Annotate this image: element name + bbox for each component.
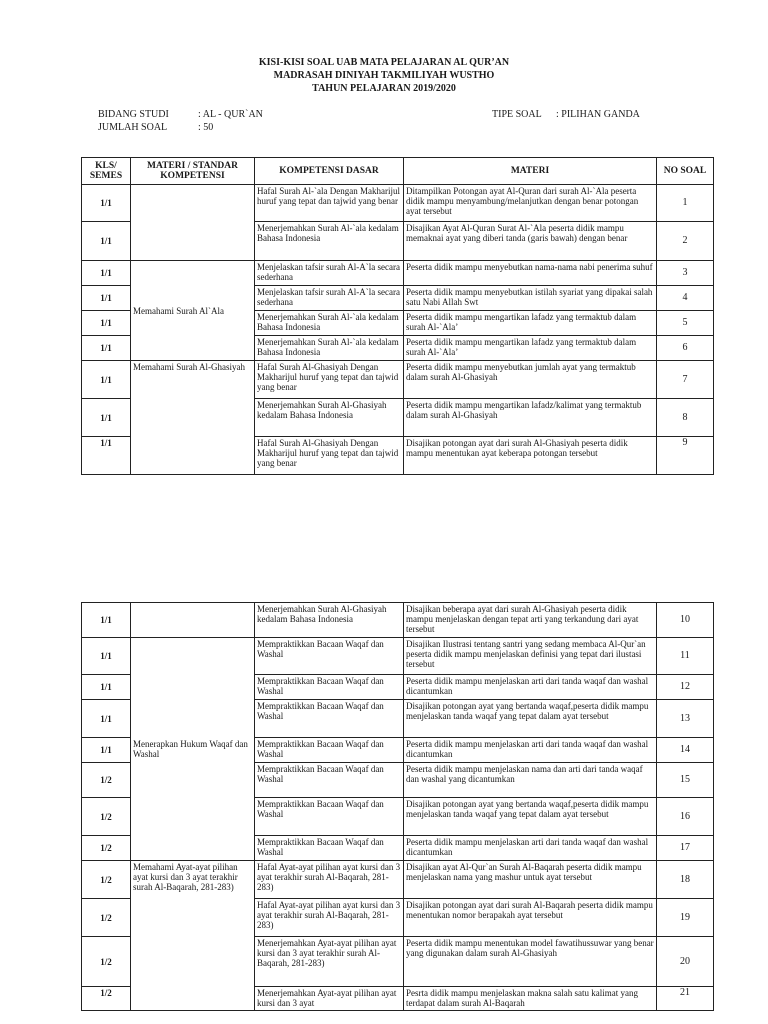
kisi-table-1 xyxy=(81,157,714,475)
sk-cell: Menerapkan Hukum Waqaf dan Washal xyxy=(131,638,255,861)
no-cell: 8 xyxy=(657,399,714,437)
no-cell: 21 xyxy=(657,987,714,1011)
materi-cell: Disajikan potongan ayat dari surah Al-Ghasiyah peserta didik mampu menentukan ayat keberapa potongan tersebut xyxy=(404,437,657,475)
kls-cell: 1/2 xyxy=(82,987,131,1011)
no-cell: 6 xyxy=(657,336,714,361)
kd-cell: Hafal Surah Al-Ghasiyah Dengan Makharijul huruf yang tepat dan tajwid yang benar xyxy=(255,361,404,399)
kls-cell: 1/1 xyxy=(82,638,131,675)
tipe-value: : PILIHAN GANDA xyxy=(556,109,640,120)
no-cell: 9 xyxy=(657,437,714,475)
materi-cell: Disajikan Ilustrasi tentang santri yang sedang membaca Al-Qur`an peserta didik mampu menjelaskan definisi yang tepat dari ilustasi tersebut xyxy=(404,638,657,675)
sk-cell: Memahami Surah Al-Ghasiyah xyxy=(131,361,255,475)
meta-left xyxy=(98,108,263,134)
kd-cell: Menerjemahkan Surah Al-Ghasiyah kedalam Bahasa Indonesia xyxy=(255,399,404,437)
no-cell: 18 xyxy=(657,861,714,899)
no-cell: 17 xyxy=(657,836,714,861)
kd-cell: Menerjemahkan Ayat-ayat pilihan ayat kursi dan 3 ayat xyxy=(255,987,404,1011)
kls-cell: 1/2 xyxy=(82,937,131,987)
sk-cell xyxy=(131,185,255,261)
materi-cell: Disajikan potongan ayat yang bertanda waqaf,peserta didik mampu menjelaskan tanda waqaf yang tepat dalam ayat tersebut xyxy=(404,798,657,836)
kls-cell: 1/1 xyxy=(82,185,131,222)
document-title xyxy=(0,56,768,95)
kls-cell: 1/1 xyxy=(82,261,131,286)
kls-cell: 1/1 xyxy=(82,222,131,261)
no-cell: 3 xyxy=(657,261,714,286)
title-line-2: MADRASAH DINIYAH TAKMILIYAH WUSTHO xyxy=(273,70,495,81)
table-row xyxy=(82,861,714,899)
materi-cell: Disajikan ayat Al-Qur`an Surah Al-Baqarah peserta didik mampu menjelaskan nama yang mashur untuk ayat tersebut xyxy=(404,861,657,899)
kd-cell: Menerjemahkan Surah Al-`ala kedalam Bahasa Indonesia xyxy=(255,311,404,336)
kls-cell: 1/1 xyxy=(82,700,131,738)
table-row xyxy=(82,185,714,222)
no-cell: 19 xyxy=(657,899,714,937)
sk-cell xyxy=(131,603,255,638)
kd-cell: Menerjemahkan Surah Al-`ala kedalam Bahasa Indonesia xyxy=(255,222,404,261)
materi-cell: Peserta didik mampu mengartikan lafadz yang termaktub dalam surah Al-`Ala’ xyxy=(404,311,657,336)
no-cell: 2 xyxy=(657,222,714,261)
no-cell: 7 xyxy=(657,361,714,399)
kd-cell: Mempraktikkan Bacaan Waqaf dan Washal xyxy=(255,836,404,861)
table-row xyxy=(82,638,714,675)
kd-cell: Menerjemahkan Surah Al-Ghasiyah kedalam Bahasa Indonesia xyxy=(255,603,404,638)
materi-cell: Peserta didik mampu menjelaskan nama dan arti dari tanda waqaf dan washal yang dicantumkan xyxy=(404,763,657,798)
bidang-value: : AL - QUR`AN xyxy=(198,109,263,120)
materi-cell: Peserta didik mampu menyebutkan jumlah ayat yang termaktub dalam surah Al-Ghasiyah xyxy=(404,361,657,399)
header-kd: KOMPETENSI DASAR xyxy=(255,158,404,185)
no-cell: 13 xyxy=(657,700,714,738)
title-line-1: KISI-KISI SOAL UAB MATA PELAJARAN AL QUR’AN xyxy=(258,57,510,68)
kls-cell: 1/1 xyxy=(82,675,131,700)
table-row xyxy=(82,261,714,286)
materi-cell: Peserta didik mampu mengartikan lafadz/kalimat yang termaktub dalam surah Al-Ghasiyah xyxy=(404,399,657,437)
kls-cell: 1/1 xyxy=(82,738,131,763)
kls-cell: 1/1 xyxy=(82,286,131,311)
kd-cell: Hafal Ayat-ayat pilihan ayat kursi dan 3 ayat terakhir surah Al-Baqarah, 281-283) xyxy=(255,899,404,937)
no-cell: 10 xyxy=(657,603,714,638)
sk-cell: Memahami Surah Al`Ala xyxy=(131,261,255,361)
header-materi: MATERI xyxy=(404,158,657,185)
materi-cell: Ditampilkan Potongan ayat Al-Quran dari surah Al-`Ala peserta didik mampu menyambung/melanjutkan dengan benar potongan ayat tersebut xyxy=(404,185,657,222)
materi-cell: Disajikan potongan ayat dari surah Al-Baqarah peserta didik mampu menentukan nomor berapakah ayat tersebut xyxy=(404,899,657,937)
materi-cell: Peserta didik mampu mengartikan lafadz yang termaktub dalam surah Al-`Ala’ xyxy=(404,336,657,361)
no-cell: 4 xyxy=(657,286,714,311)
kls-cell: 1/2 xyxy=(82,899,131,937)
table-row xyxy=(82,361,714,399)
kd-cell: Mempraktikkan Bacaan Waqaf dan Washal xyxy=(255,700,404,738)
kd-cell: Mempraktikkan Bacaan Waqaf dan Washal xyxy=(255,738,404,763)
kd-cell: Hafal Surah Al-Ghasiyah Dengan Makharijul huruf yang tepat dan tajwid yang benar xyxy=(255,437,404,475)
kd-cell: Mempraktikkan Bacaan Waqaf dan Washal xyxy=(255,798,404,836)
meta-right xyxy=(492,108,640,121)
sk-cell: Memahami Ayat-ayat pilihan ayat kursi dan 3 ayat terakhir surah Al-Baqarah, 281-283) xyxy=(131,861,255,1011)
materi-cell: Pesrta didik mampu menjelaskan makna salah satu kalimat yang terdapat dalam surah Al-Baqarah xyxy=(404,987,657,1011)
materi-cell: Peserta didik mampu menyebutkan istilah syariat yang dipakai salah satu Nabi Allah Swt xyxy=(404,286,657,311)
kd-cell: Menjelaskan tafsir surah Al-A`la secara sederhana xyxy=(255,261,404,286)
no-cell: 16 xyxy=(657,798,714,836)
materi-cell: Disajikan beberapa ayat dari surah Al-Ghasiyah peserta didik mampu menjelaskan dengan tepat arti yang terkandung dari ayat tersebut xyxy=(404,603,657,638)
kd-cell: Menjelaskan tafsir surah Al-A`la secara sederhana xyxy=(255,286,404,311)
materi-cell: Peserta didik mampu menjelaskan arti dari tanda waqaf dan washal dicantumkan xyxy=(404,836,657,861)
kls-cell: 1/2 xyxy=(82,861,131,899)
no-cell: 12 xyxy=(657,675,714,700)
header-sk: MATERI / STANDAR KOMPETENSI xyxy=(131,158,255,185)
no-cell: 1 xyxy=(657,185,714,222)
kls-cell: 1/2 xyxy=(82,763,131,798)
kls-cell: 1/1 xyxy=(82,361,131,399)
title-line-3: TAHUN PELAJARAN 2019/2020 xyxy=(312,83,456,94)
kd-cell: Menerjemahkan Ayat-ayat pilihan ayat kursi dan 3 ayat terakhir surah Al-Baqarah, 281-283) xyxy=(255,937,404,987)
materi-cell: Disajikan potongan ayat yang bertanda waqaf,peserta didik mampu menjelaskan tanda waqaf yang tepat dalam ayat tersebut xyxy=(404,700,657,738)
kd-cell: Mempraktikkan Bacaan Waqaf dan Washal xyxy=(255,638,404,675)
kd-cell: Hafal Ayat-ayat pilihan ayat kursi dan 3 ayat terakhir surah Al-Baqarah, 281-283) xyxy=(255,861,404,899)
tipe-label: TIPE SOAL xyxy=(492,109,542,120)
no-cell: 14 xyxy=(657,738,714,763)
bidang-label: BIDANG STUDI xyxy=(98,109,169,120)
kd-cell: Menerjemahkan Surah Al-`ala kedalam Bahasa Indonesia xyxy=(255,336,404,361)
kls-cell: 1/1 xyxy=(82,336,131,361)
materi-cell: Peserta didik mampu menjelaskan arti dari tanda waqaf dan washal dicantumkan xyxy=(404,675,657,700)
kls-cell: 1/2 xyxy=(82,836,131,861)
no-cell: 11 xyxy=(657,638,714,675)
kd-cell: Mempraktikkan Bacaan Waqaf dan Washal xyxy=(255,763,404,798)
header-kls: KLS/ SEMES xyxy=(82,158,131,185)
kls-cell: 1/1 xyxy=(82,311,131,336)
no-cell: 5 xyxy=(657,311,714,336)
kls-cell: 1/2 xyxy=(82,798,131,836)
materi-cell: Peserta didik mampu menyebutkan nama-nama nabi penerima suhuf xyxy=(404,261,657,286)
jumlah-value: : 50 xyxy=(198,122,214,133)
no-cell: 20 xyxy=(657,937,714,987)
kls-cell: 1/1 xyxy=(82,399,131,437)
table-row xyxy=(82,603,714,638)
kls-cell: 1/1 xyxy=(82,437,131,475)
no-cell: 15 xyxy=(657,763,714,798)
kd-cell: Mempraktikkan Bacaan Waqaf dan Washal xyxy=(255,675,404,700)
jumlah-label: JUMLAH SOAL xyxy=(98,122,168,133)
kls-cell: 1/1 xyxy=(82,603,131,638)
kd-cell: Hafal Surah Al-`ala Dengan Makharijul huruf yang tepat dan tajwid yang benar xyxy=(255,185,404,222)
kisi-table-2 xyxy=(81,602,714,1011)
table-header-row xyxy=(82,158,714,185)
materi-cell: Disajikan Ayat Al-Quran Surat Al-`Ala peserta didik mampu memaknai ayat yang diberi tanda (garis bawah) dengan benar xyxy=(404,222,657,261)
materi-cell: Peserta didik mampu menentukan model fawatihussuwar yang benar yang digunakan dalam surah Al-Ghasiyah xyxy=(404,937,657,987)
header-no: NO SOAL xyxy=(657,158,714,185)
materi-cell: Peserta didik mampu menjelaskan arti dari tanda waqaf dan washal dicantumkan xyxy=(404,738,657,763)
